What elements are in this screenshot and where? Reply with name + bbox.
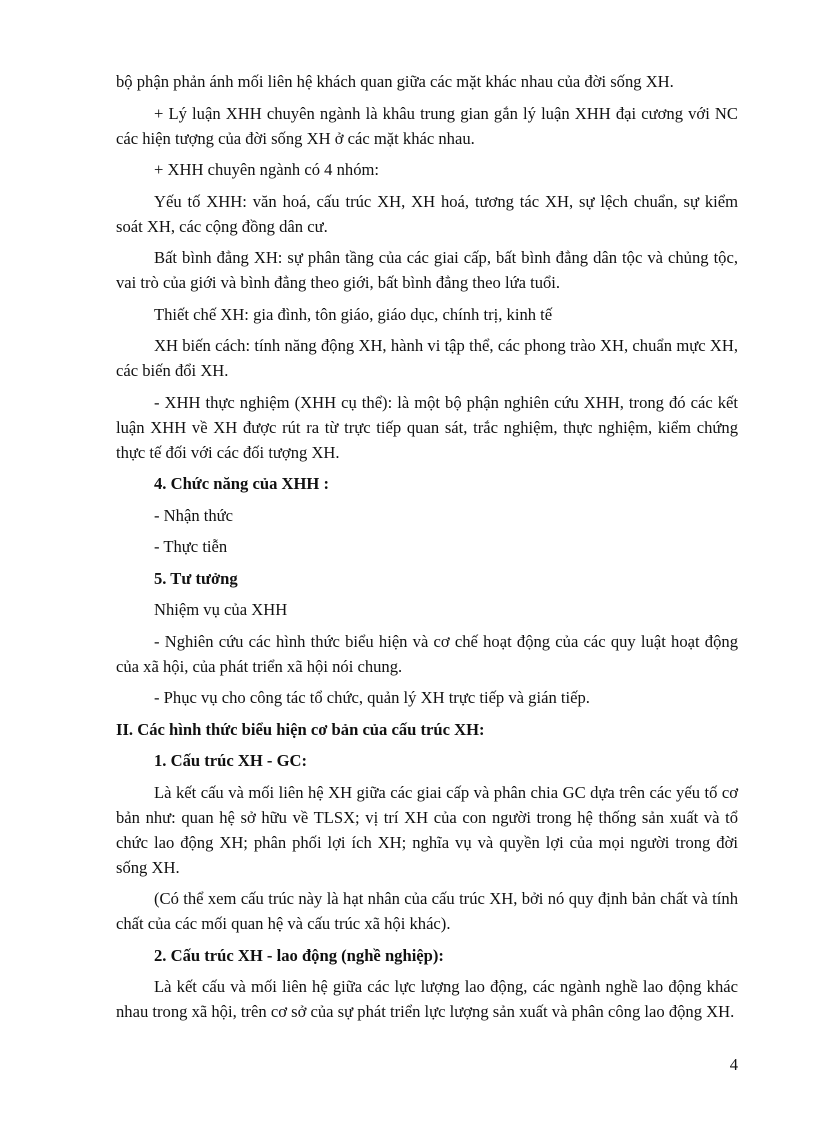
heading-labor-structure: 2. Cấu trúc XH - lao động (nghề nghiệp): xyxy=(154,945,444,965)
list-item-service: - Phục vụ cho công tác tổ chức, quản lý XH trực tiếp và gián tiếp. xyxy=(154,688,590,707)
paragraph-institutions: Thiết chế XH: gia đình, tôn giáo, giáo dục, chính trị, kinh tế xyxy=(154,304,553,324)
paragraph-theory-specialized: + Lý luận XHH chuyên ngành là khâu trung gian gắn lý luận XHH đại cương với NC các hiện tượng của đời sống XH ở các mặt khác nhau. xyxy=(116,103,738,148)
paragraph-social-factors: Yếu tố XHH: văn hoá, cấu trúc XH, XH hoá, tương tác XH, sự lệch chuẩn, sự kiểm soát XH, các cộng đồng dân cư. xyxy=(116,191,738,236)
heading-functions: 4. Chức năng của XHH : xyxy=(154,474,329,493)
paragraph-four-groups: + XHH chuyên ngành có 4 nhóm: xyxy=(154,160,380,179)
paragraph-class-note: (Có thể xem cấu trúc này là hạt nhân của cấu trúc XH, bởi nó quy định bản chất và tính chất của các mối quan hệ và cấu trúc xã hội khác). xyxy=(116,889,738,933)
list-item-research: - Nghiên cứu các hình thức biểu hiện và cơ chế hoạt động của các quy luật hoạt động của xã hội, của phát triển xã hội nói chung. xyxy=(116,631,738,676)
list-item-cognition: - Nhận thức xyxy=(154,505,234,525)
page-number: 4 xyxy=(729,1055,738,1074)
heading-class-structure: 1. Cấu trúc XH - GC: xyxy=(154,751,308,770)
paragraph-tasks: Nhiệm vụ của XHH xyxy=(154,600,288,619)
paragraph-continuation: bộ phận phản ánh mối liên hệ khách quan giữa các mặt khác nhau của đời sống XH. xyxy=(116,72,674,91)
heading-section-ii: II. Các hình thức biểu hiện cơ bản của cấu trúc XH: xyxy=(116,719,485,739)
list-item-practice: - Thực tiễn xyxy=(154,537,228,556)
paragraph-class-structure: Là kết cấu và mối liên hệ XH giữa các giai cấp và phân chia GC dựa trên các yếu tố cơ bản như: quan hệ sở hữu về TLSX; vị trí XH của con người trong hệ thống sản xuất và tổ chức lao động XH; phân phối lợi ích XH; nghĩa vụ và quyền lợi của mọi người trong đời sống XH. xyxy=(116,782,738,877)
paragraph-labor-structure: Là kết cấu và mối liên hệ giữa các lực lượng lao động, các ngành nghề lao động khác nhau trong xã hội, trên cơ sở của sự phát triển lực lượng sản xuất và phân công lao động XH. xyxy=(116,977,738,1021)
paragraph-social-change: XH biến cách: tính năng động XH, hành vi tập thể, các phong trào XH, chuẩn mực XH, các biến đổi XH. xyxy=(116,336,738,380)
paragraph-inequality: Bất bình đẳng XH: sự phân tầng của các giai cấp, bất bình đẳng dân tộc và chủng tộc, vai trò của giới và bình đẳng theo giới, bất bình đẳng theo lứa tuổi. xyxy=(116,248,738,292)
heading-ideology: 5. Tư tưởng xyxy=(154,568,238,588)
page-body xyxy=(116,69,738,1031)
paragraph-empirical: - XHH thực nghiệm (XHH cụ thể): là một bộ phận nghiên cứu XHH, trong đó các kết luận XHH về XH được rút ra từ trực tiếp quan sát, trắc nghiệm, thực nghiệm, kiểm chứng thực tế đối với các đối tượng XH. xyxy=(116,392,738,462)
